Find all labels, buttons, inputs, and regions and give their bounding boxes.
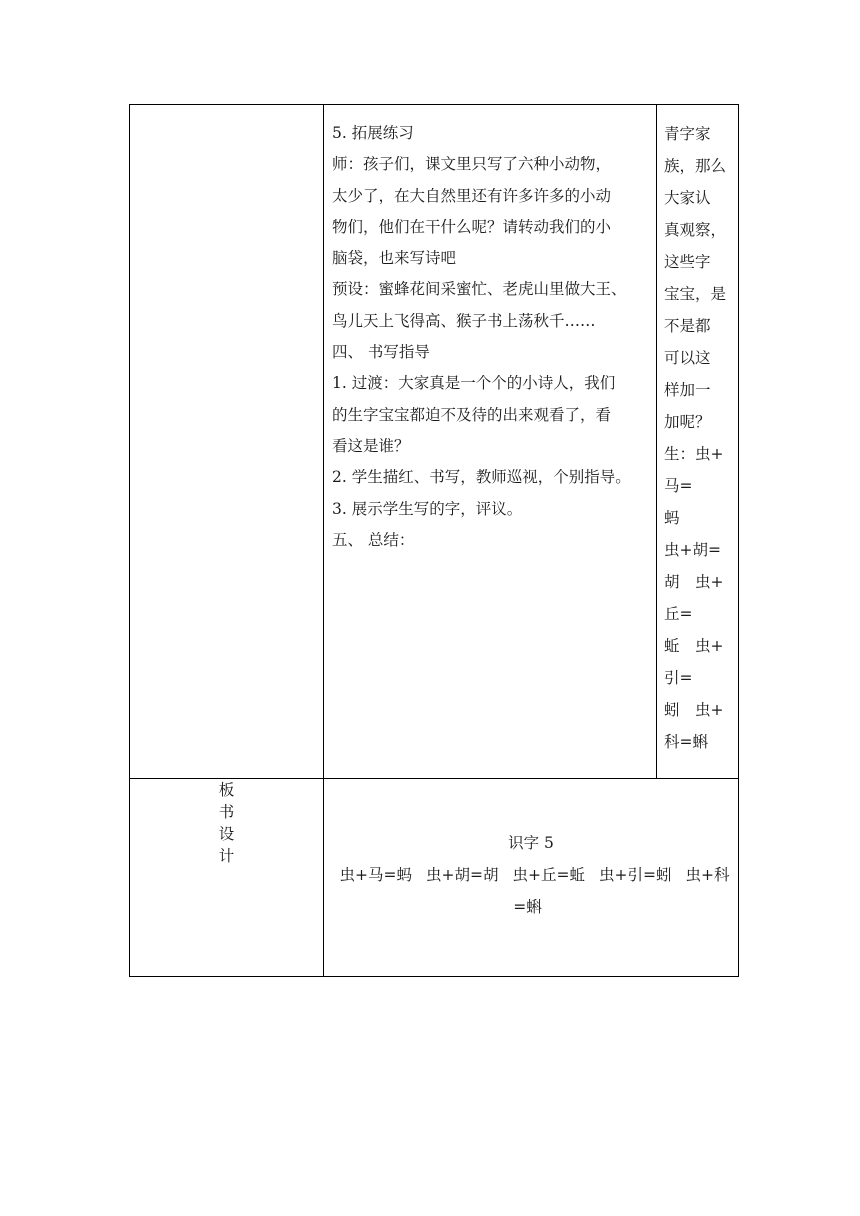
side-note-line: 丘=	[664, 605, 693, 623]
side-note-line: 这些字	[664, 253, 711, 271]
side-note-line: 族，那么	[664, 157, 727, 175]
content-line: 师：孩子们，课文里只写了六种小动物，	[332, 155, 612, 174]
design-intent-notes	[657, 105, 738, 758]
content-line: 物们，他们在干什么呢？请转动我们的小	[332, 217, 612, 236]
board-design-label	[218, 779, 236, 867]
lesson-process-row	[130, 105, 739, 779]
side-note-line: 宝宝，是	[664, 285, 727, 303]
side-note-line: 可以这	[664, 349, 711, 367]
content-line: 鸟儿天上飞得高、猴子书上荡秋千……	[332, 311, 596, 330]
label-char: 书	[218, 803, 235, 821]
empty-label-cell	[130, 105, 324, 779]
content-line: 预设：蜜蜂花间采蜜忙、老虎山里做大王、	[332, 280, 627, 299]
side-note-line: 加呢？	[664, 413, 711, 431]
board-title: 识字 5	[508, 834, 554, 852]
content-line: 2. 学生描红、书写，教师巡视，个别指导。	[332, 468, 631, 487]
content-line: 5. 拓展练习	[332, 124, 414, 142]
content-line: 太少了，在大自然里还有许多许多的小动	[332, 186, 612, 205]
side-note-line: 生：虫+	[664, 445, 724, 463]
side-note-line: 真观察，	[664, 221, 727, 239]
content-line: 四、 书写指导	[332, 343, 430, 362]
side-note-line: 不是都	[664, 317, 711, 335]
label-char: 设	[218, 825, 235, 843]
board-design-label-cell	[130, 779, 324, 977]
side-note-line: 马=	[664, 477, 693, 495]
lesson-plan-table	[129, 104, 739, 977]
side-note-line: 蚯 虫+	[664, 637, 724, 655]
board-formulas	[324, 859, 738, 923]
board-formula: 虫+引=蚓	[598, 866, 672, 884]
side-note-line: 引=	[664, 669, 693, 687]
label-char: 计	[218, 847, 235, 865]
label-char: 板	[218, 781, 235, 799]
side-note-line: 虫+胡=	[664, 541, 721, 559]
side-note-line: 胡 虫+	[664, 573, 724, 591]
board-design-cell	[324, 779, 739, 977]
design-intent-cell	[657, 105, 739, 779]
board-formula: 虫+丘=蚯	[512, 866, 585, 884]
board-design-row	[130, 779, 739, 977]
content-line: 五、 总结：	[332, 530, 415, 549]
side-note-line: 蚂	[664, 509, 680, 527]
side-note-line: 青字家	[664, 125, 711, 143]
board-formula: 虫+马=蚂	[339, 866, 413, 884]
board-formula: 虫+科=蝌	[513, 866, 730, 916]
content-line: 脑袋，也来写诗吧	[332, 249, 457, 268]
board-formula: 虫+胡=胡	[426, 866, 499, 884]
teaching-content-cell	[324, 105, 657, 779]
content-line: 的生字宝宝都迫不及待的出来观看了，看	[332, 405, 612, 424]
side-note-line: 科=蝌	[664, 733, 708, 751]
side-note-line: 大家认	[664, 189, 711, 207]
content-line: 3. 展示学生写的字，评议。	[332, 499, 523, 518]
side-note-line: 蚓 虫+	[664, 701, 724, 719]
teaching-content	[324, 105, 656, 556]
content-line: 1. 过渡：大家真是一个个的小诗人，我们	[332, 374, 616, 393]
side-note-line: 样加一	[664, 381, 711, 399]
content-line: 看这是谁？	[332, 436, 410, 455]
